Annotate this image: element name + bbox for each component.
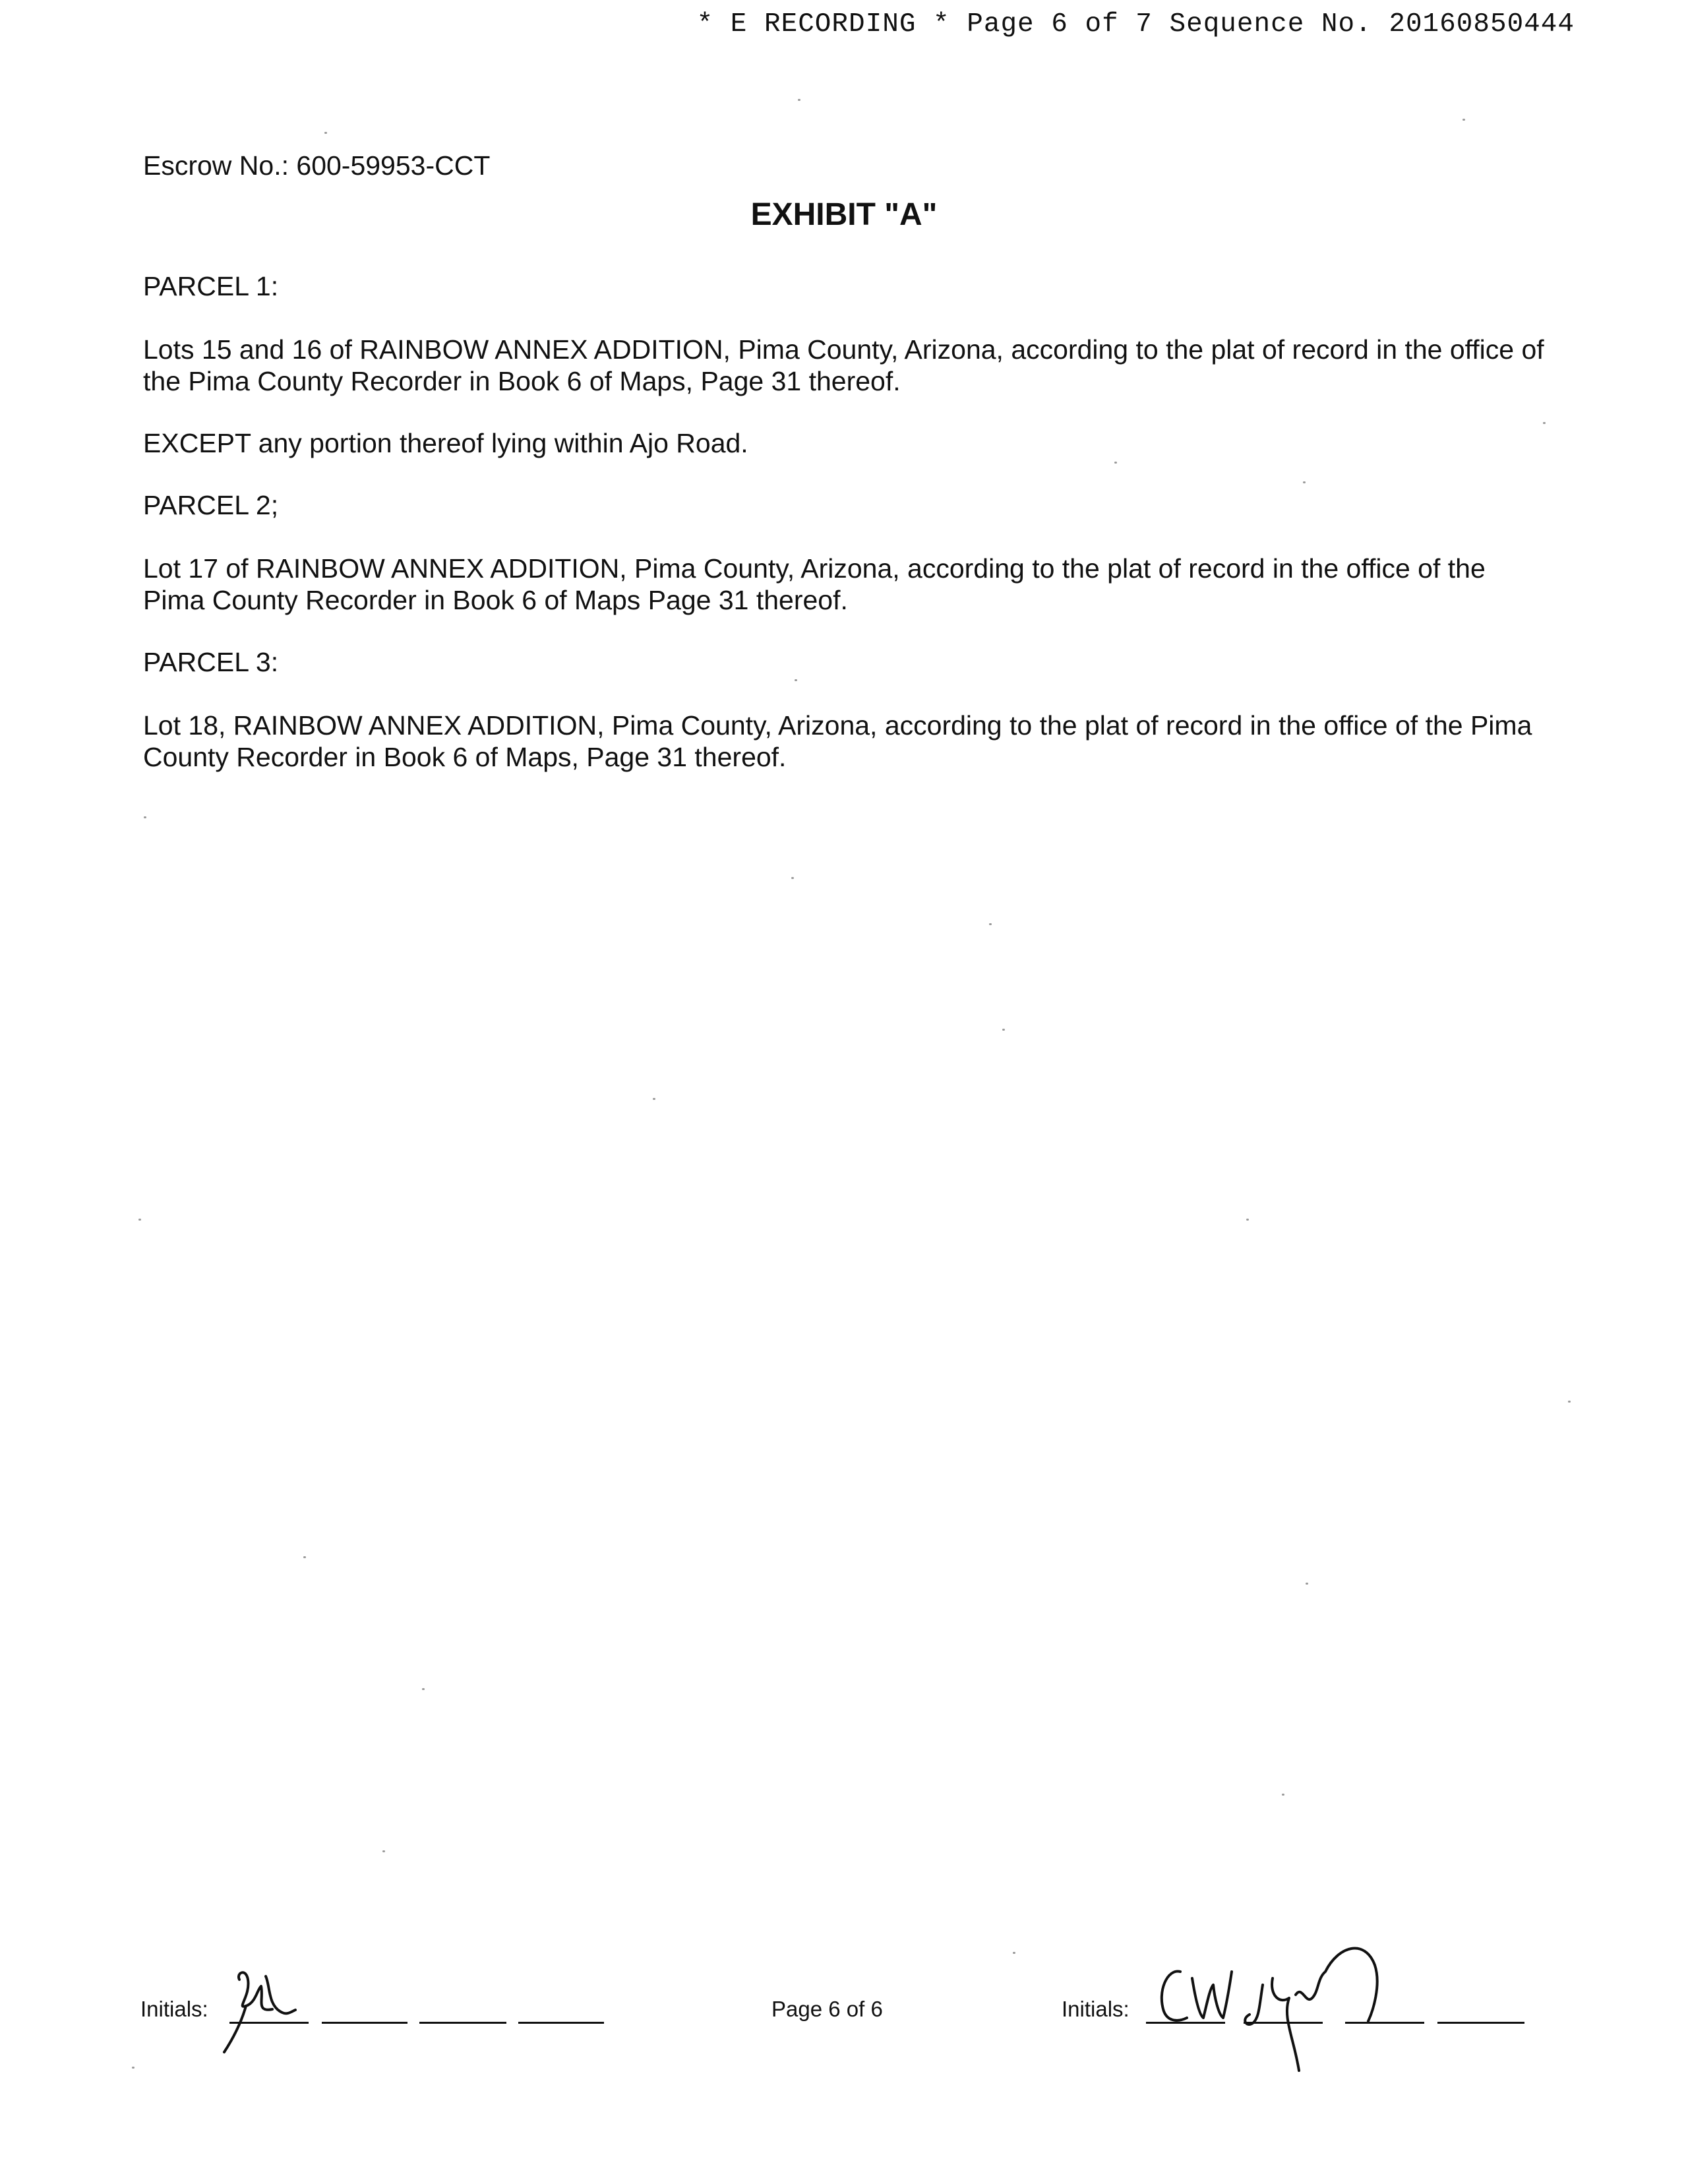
exhibit-title-text: EXHIBIT "A"	[750, 197, 938, 232]
scan-speck	[795, 679, 797, 681]
right-signature-icon	[1141, 1932, 1404, 2077]
scan-speck	[1306, 1583, 1308, 1585]
right-initials-line-4	[1437, 2022, 1524, 2024]
left-initials-label: Initials:	[140, 1997, 208, 2021]
scan-speck	[1002, 1029, 1005, 1031]
scan-speck	[1543, 422, 1546, 424]
scan-speck	[1013, 1952, 1015, 1954]
scan-speck	[1114, 462, 1117, 464]
parcel-1-exception: EXCEPT any portion thereof lying within Ajo Road.	[143, 428, 748, 458]
parcel-1-description: Lots 15 and 16 of RAINBOW ANNEX ADDITION, Pima County, Arizona, according to the plat of record in the office of the Pima County Recorder in Book 6 of Maps, Page 31 thereof.	[143, 334, 1544, 396]
parcel-2-heading: PARCEL 2;	[143, 490, 279, 520]
scan-speck	[138, 1219, 141, 1221]
parcel-1-heading: PARCEL 1:	[143, 271, 279, 301]
scan-speck	[382, 1850, 385, 1852]
scan-speck	[791, 877, 794, 879]
parcel-3-heading: PARCEL 3:	[143, 647, 279, 677]
escrow-number: Escrow No.: 600-59953-CCT	[143, 150, 491, 181]
left-initials-line-4	[518, 2022, 604, 2024]
scan-speck	[324, 132, 327, 134]
scan-speck	[303, 1556, 306, 1558]
scan-speck	[1246, 1219, 1249, 1221]
scan-speck	[1282, 1794, 1284, 1796]
left-initials-line-3	[419, 2022, 506, 2024]
scan-speck	[798, 99, 800, 101]
page-number: Page 6 of 6	[771, 1997, 883, 2021]
scan-speck	[144, 816, 146, 818]
parcel-2-description: Lot 17 of RAINBOW ANNEX ADDITION, Pima County, Arizona, according to the plat of record in the office of the Pima County Recorder in Book 6 of Maps Page 31 thereof.	[143, 553, 1486, 615]
scan-speck	[1568, 1401, 1571, 1403]
scan-speck	[422, 1688, 425, 1690]
left-signature-icon	[210, 1960, 309, 2059]
scan-speck	[1303, 481, 1306, 483]
recording-header: * E RECORDING * Page 6 of 7 Sequence No. 20160850444	[696, 9, 1575, 40]
right-initials-label: Initials:	[1062, 1997, 1130, 2021]
parcel-3-description: Lot 18, RAINBOW ANNEX ADDITION, Pima County, Arizona, according to the plat of record in the office of the Pima County Recorder in Book 6 of Maps, Page 31 thereof.	[143, 710, 1532, 772]
scan-speck	[989, 923, 992, 925]
left-initials-line-2	[322, 2022, 407, 2024]
exhibit-title	[0, 197, 1688, 233]
scan-speck	[1462, 119, 1465, 121]
scan-speck	[653, 1098, 655, 1100]
scan-speck	[132, 2067, 135, 2069]
